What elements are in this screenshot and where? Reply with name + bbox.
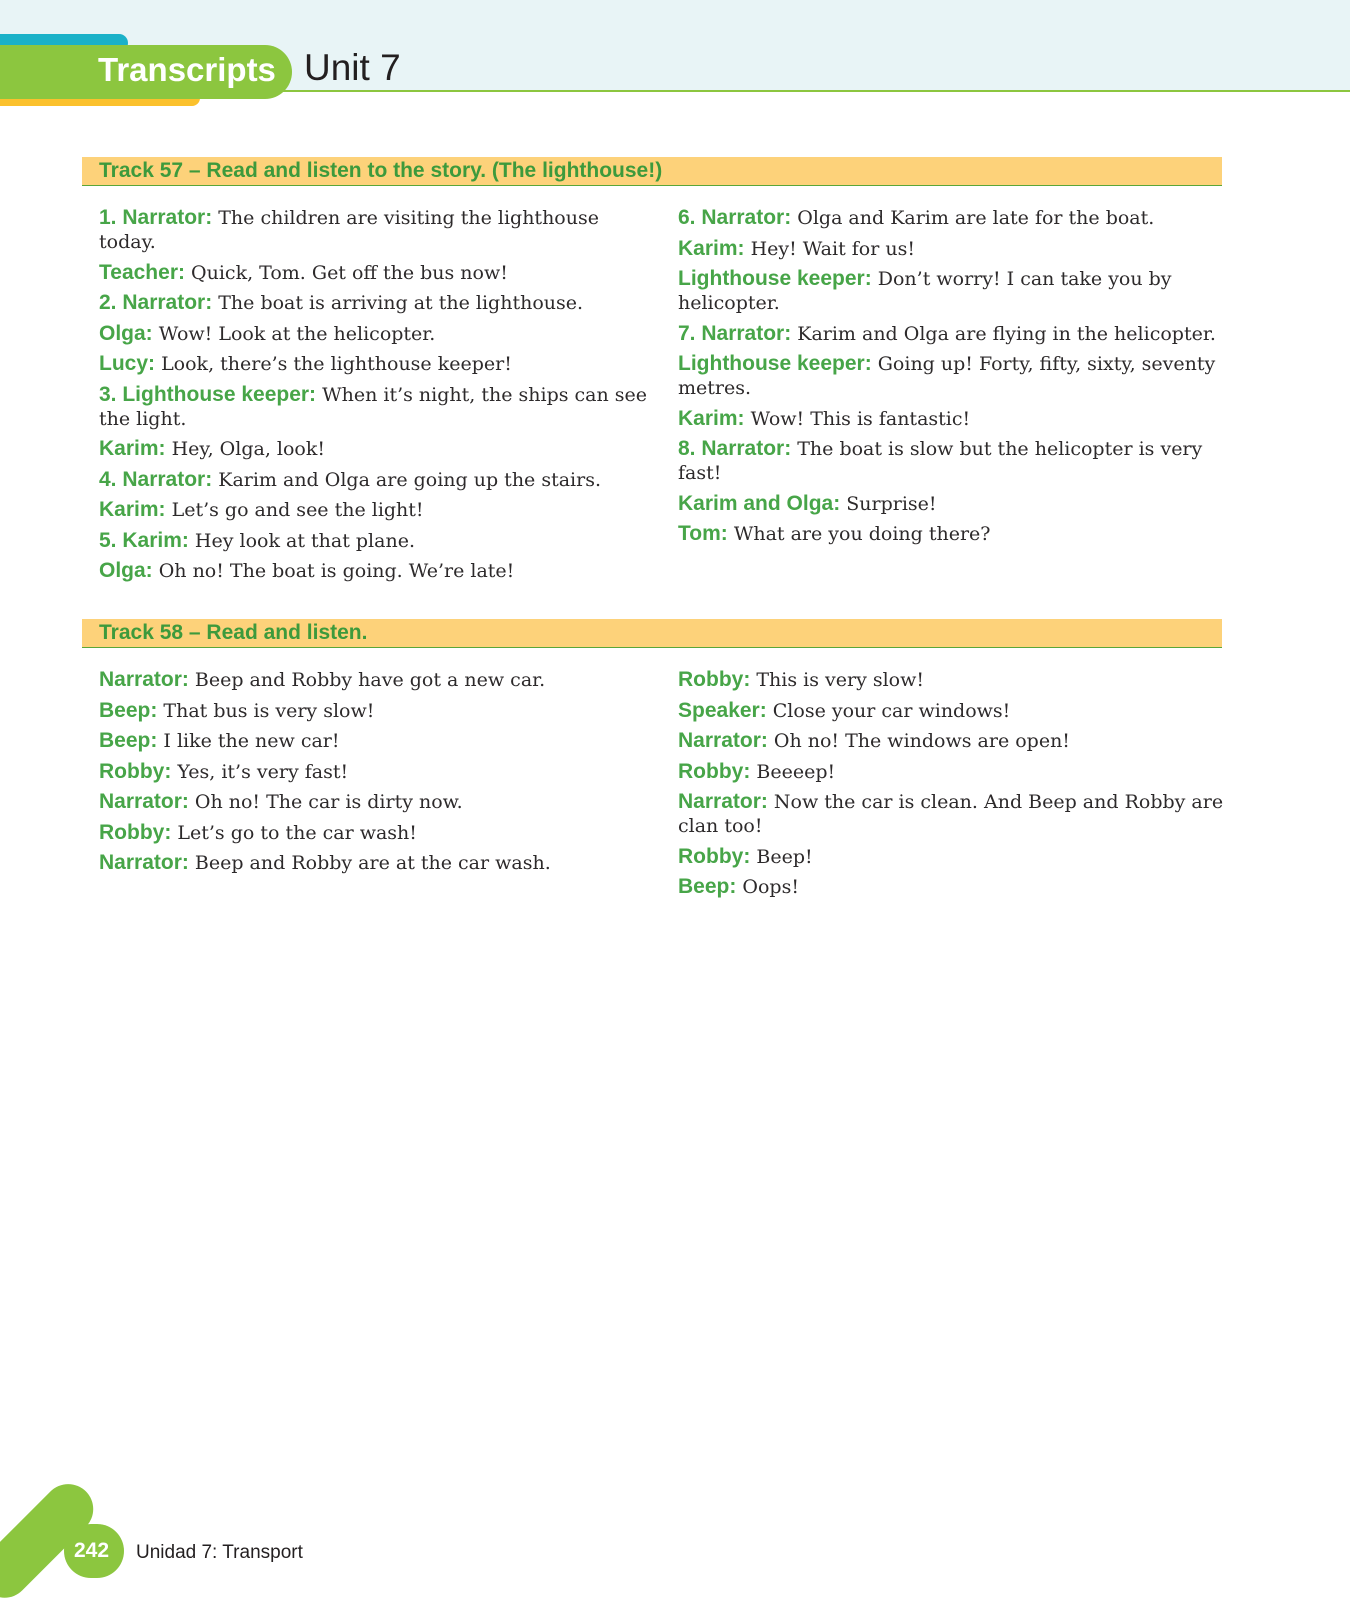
track57-right-column <box>678 206 1226 553</box>
speaker-name: 1. Narrator: <box>99 206 213 229</box>
dialogue-line <box>678 875 1226 899</box>
speaker-name: Karim: <box>678 406 745 430</box>
dialogue-line <box>99 261 647 285</box>
dialogue-line <box>678 845 1226 869</box>
speaker-name: Robby: <box>99 820 172 844</box>
speaker-name: Beep: <box>99 698 158 722</box>
dialogue-text: Wow! Look at the helicopter. <box>158 322 436 345</box>
dialogue-text: Oops! <box>742 876 799 898</box>
track58-left-column <box>99 668 647 882</box>
dialogue-line <box>99 668 647 692</box>
track57-title: Track 57 – Read and listen to the story. (The lighthouse!) <box>99 159 663 182</box>
speaker-name: 3. Lighthouse keeper: <box>99 382 317 406</box>
dialogue-text: Beep and Robby are at the car wash. <box>194 852 551 874</box>
dialogue-text: Hey look at that plane. <box>194 529 415 552</box>
speaker-name: 4. Narrator: <box>99 467 213 491</box>
speaker-name: Karim: <box>99 437 166 460</box>
dialogue-text: Look, there’s the lighthouse keeper! <box>161 353 512 375</box>
speaker-name: Teacher: <box>99 260 185 284</box>
speaker-name: Karim: <box>99 498 166 521</box>
dialogue-text: The children are visiting the lighthouse today. <box>99 207 599 253</box>
speaker-name: Narrator: <box>99 790 189 813</box>
speaker-name: Beep: <box>99 729 158 752</box>
speaker-name: Robby: <box>99 759 172 783</box>
dialogue-text: Karim and Olga are flying in the helicopter. <box>797 322 1216 345</box>
speaker-name: Robby: <box>678 668 751 691</box>
dialogue-text: When it’s night, the ships can see the light. <box>99 383 648 430</box>
page-number: 242 <box>74 1539 110 1562</box>
speaker-name: 7. Narrator: <box>678 321 792 345</box>
dialogue-line <box>99 699 647 723</box>
dialogue-line <box>99 383 647 431</box>
dialogue-line <box>678 352 1226 400</box>
dialogue-text: Oh no! The car is dirty now. <box>194 791 463 813</box>
speaker-name: Lighthouse keeper: <box>678 267 872 290</box>
dialogue-line <box>99 206 647 254</box>
track57-heading-bar <box>82 157 1222 186</box>
dialogue-line <box>678 729 1226 753</box>
dialogue-line <box>99 790 647 814</box>
dialogue-text: Oh no! The boat is going. We’re late! <box>158 560 515 582</box>
dialogue-line <box>99 437 647 461</box>
speaker-name: Narrator: <box>678 729 768 752</box>
dialogue-line <box>678 407 1226 431</box>
dialogue-text: That bus is very slow! <box>163 699 375 722</box>
transcripts-tab-label: Transcripts <box>98 51 276 88</box>
dialogue-text: Olga and Karim are late for the boat. <box>797 207 1155 229</box>
dialogue-text: I like the new car! <box>163 730 340 752</box>
dialogue-text: This is very slow! <box>756 669 925 691</box>
track58-title: Track 58 – Read and listen. <box>99 621 368 644</box>
dialogue-text: The boat is slow but the helicopter is very fast! <box>678 438 1203 484</box>
dialogue-line <box>678 492 1226 516</box>
dialogue-text: Beep! <box>756 845 813 868</box>
dialogue-line <box>99 291 647 315</box>
speaker-name: Speaker: <box>678 698 767 722</box>
dialogue-line <box>99 729 647 753</box>
track57-left-column <box>99 206 647 590</box>
dialogue-text: Now the car is clean. And Beep and Robby are clan too! <box>678 791 1224 837</box>
dialogue-line <box>99 352 647 376</box>
dialogue-text: Wow! This is fantastic! <box>750 407 971 430</box>
dialogue-line <box>99 529 647 553</box>
speaker-name: Lighthouse keeper: <box>678 352 872 375</box>
speaker-name: Lucy: <box>99 352 156 375</box>
speaker-name: Narrator: <box>99 851 189 874</box>
dialogue-line <box>678 790 1226 838</box>
footer-label: Unidad 7: Transport <box>136 1542 303 1563</box>
dialogue-line <box>99 498 647 522</box>
speaker-name: Narrator: <box>99 668 189 691</box>
speaker-name: 2. Narrator: <box>99 291 213 314</box>
dialogue-line <box>99 559 647 583</box>
track58-right-column <box>678 668 1226 906</box>
speaker-name: Robby: <box>678 844 751 868</box>
speaker-name: Narrator: <box>678 790 768 813</box>
dialogue-text: Yes, it’s very fast! <box>177 760 349 783</box>
dialogue-line <box>678 322 1226 346</box>
dialogue-text: Hey! Wait for us! <box>750 237 915 260</box>
speaker-name: Tom: <box>678 522 728 545</box>
dialogue-text: Close your car windows! <box>772 699 1011 722</box>
dialogue-text: Don’t worry! I can take you by helicopter. <box>678 268 1172 314</box>
dialogue-line <box>99 322 647 346</box>
unit-title: Unit 7 <box>304 47 401 88</box>
speaker-name: 6. Narrator: <box>678 206 792 229</box>
dialogue-line <box>678 206 1226 230</box>
dialogue-text: Hey, Olga, look! <box>171 438 326 460</box>
dialogue-text: Beeeep! <box>756 760 836 783</box>
speaker-name: 5. Karim: <box>99 528 189 552</box>
dialogue-line <box>678 760 1226 784</box>
dialogue-text: Karim and Olga are going up the stairs. <box>218 468 602 491</box>
dialogue-line <box>99 821 647 845</box>
speaker-name: Beep: <box>678 875 737 898</box>
dialogue-line <box>678 267 1226 315</box>
dialogue-line <box>678 699 1226 723</box>
dialogue-line <box>99 851 647 875</box>
dialogue-text: Let’s go and see the light! <box>171 499 424 521</box>
speaker-name: Olga: <box>99 559 153 582</box>
speaker-name: 8. Narrator: <box>678 437 792 460</box>
dialogue-text: Surprise! <box>846 492 937 515</box>
dialogue-line <box>678 668 1226 692</box>
dialogue-text: Quick, Tom. Get off the bus now! <box>191 261 508 284</box>
dialogue-line <box>99 760 647 784</box>
dialogue-text: The boat is arriving at the lighthouse. <box>218 292 584 314</box>
dialogue-text: Beep and Robby have got a new car. <box>194 669 546 691</box>
speaker-name: Karim: <box>678 236 745 260</box>
dialogue-text: Let’s go to the car wash! <box>177 821 417 844</box>
speaker-name: Robby: <box>678 759 751 783</box>
dialogue-line <box>678 437 1226 485</box>
dialogue-text: Going up! Forty, fifty, sixty, seventy metres. <box>678 353 1216 399</box>
speaker-name: Olga: <box>99 321 153 345</box>
dialogue-line <box>678 522 1226 546</box>
dialogue-text: What are you doing there? <box>733 523 991 545</box>
dialogue-text: Oh no! The windows are open! <box>773 730 1070 752</box>
track58-heading-bar <box>82 619 1222 648</box>
speaker-name: Karim and Olga: <box>678 491 841 515</box>
dialogue-line <box>99 468 647 492</box>
dialogue-line <box>678 237 1226 261</box>
